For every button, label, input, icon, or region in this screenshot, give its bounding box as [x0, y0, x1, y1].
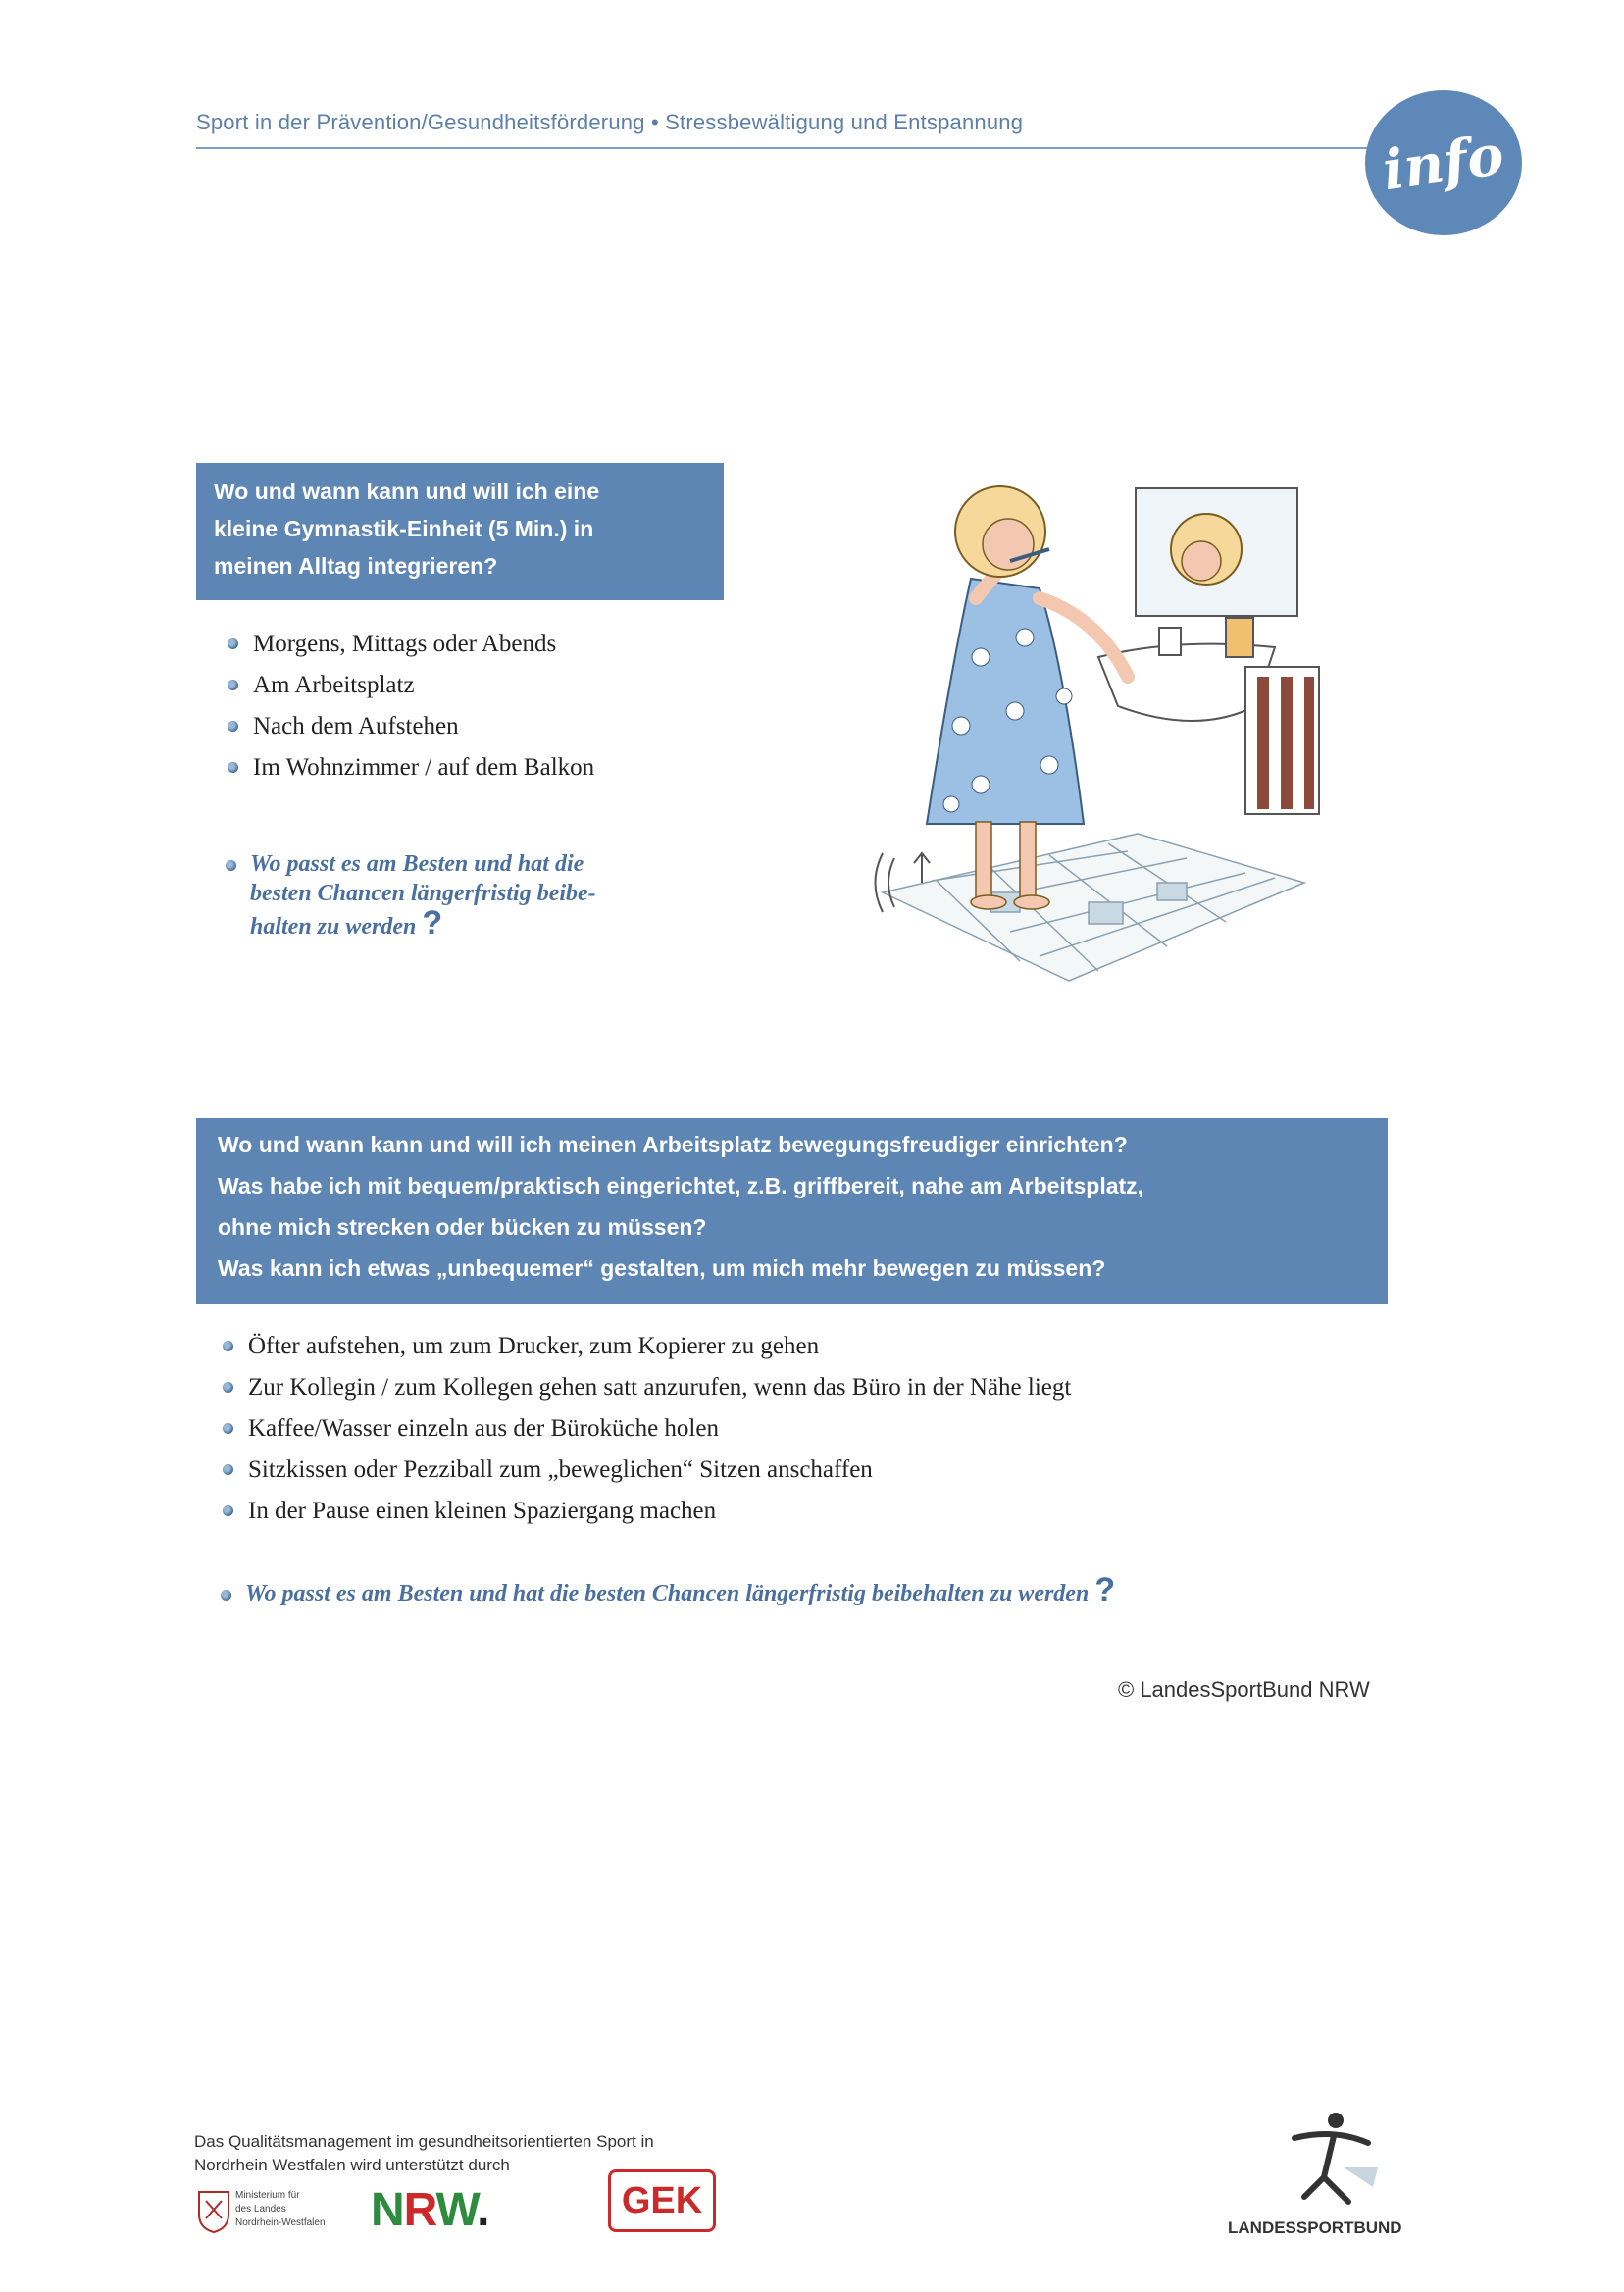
- tip-line: Wo passt es am Besten und hat die: [250, 851, 584, 877]
- question-mark: ?: [1094, 1571, 1116, 1608]
- face: [983, 519, 1034, 570]
- nrw-logo-letter: W: [435, 2184, 478, 2236]
- footer-line: Nordrhein Westfalen wird unterstützt durch: [194, 2156, 510, 2174]
- tip-gymnastics: [226, 849, 736, 942]
- tip-text: Wo passt es am Besten und hat die besten Chancen längerfristig beibehalten zu werden: [245, 1581, 1090, 1606]
- question-box-workplace: [196, 1118, 1388, 1304]
- info-badge-label: info: [1379, 122, 1508, 204]
- list-item: Morgens, Mittags oder Abends: [226, 624, 594, 665]
- nrw-logo-letter: N: [371, 2184, 404, 2236]
- ministry-line: Nordrhein-Westfalen: [235, 2217, 326, 2228]
- tip-line: besten Chancen längerfristig beibe-: [250, 881, 596, 906]
- bullet-icon: [221, 1590, 231, 1601]
- state-crest-icon: [196, 2189, 231, 2234]
- question-line: meinen Alltag integrieren?: [214, 553, 498, 579]
- list-item: Im Wohnzimmer / auf dem Balkon: [226, 747, 594, 789]
- landessportbund-logo-text: LANDESSPORTBUND: [1228, 2218, 1402, 2237]
- cup: [1226, 618, 1253, 657]
- gymnastics-options-list: [226, 624, 594, 789]
- question-mark: ?: [422, 904, 443, 942]
- gek-logo: [608, 2169, 716, 2232]
- footer-line: Das Qualitätsmanagement im gesundheitsorientierten Sport in: [194, 2132, 654, 2151]
- list-item: Am Arbeitsplatz: [226, 665, 594, 706]
- nrw-logo-letter: .: [477, 2184, 489, 2236]
- list-item: Nach dem Aufstehen: [226, 706, 594, 747]
- list-item: Öfter aufstehen, um zum Drucker, zum Kopierer zu gehen: [221, 1326, 1071, 1367]
- list-item: Sitzkissen oder Pezziball zum „beweglichen“ Sitzen anschaffen: [221, 1450, 1071, 1491]
- question-line: kleine Gymnastik-Einheit (5 Min.) in: [214, 516, 594, 541]
- tip-line: halten zu werden: [250, 914, 417, 940]
- floor-tiles: [883, 834, 1304, 981]
- question-line: Was kann ich etwas „unbequemer“ gestalten, um mich mehr bewegen zu müssen?: [218, 1255, 1106, 1281]
- page-header-title: Sport in der Prävention/Gesundheitsförderung • Stressbewältigung und Entspannung: [196, 110, 1024, 134]
- bullet-icon: [226, 860, 236, 871]
- ministry-line: Ministerium für: [235, 2190, 300, 2201]
- tip-workplace: [221, 1571, 1116, 1608]
- nrw-logo: [371, 2183, 488, 2237]
- list-item: In der Pause einen kleinen Spaziergang machen: [221, 1491, 1071, 1532]
- question-line: Wo und wann kann und will ich eine: [214, 479, 600, 504]
- question-line: Wo und wann kann und will ich meinen Arbeitsplatz bewegungsfreudiger einrichten?: [218, 1132, 1128, 1157]
- copyright-notice: © LandesSportBund NRW: [1118, 1677, 1370, 1702]
- footer-support-text: [194, 2130, 654, 2177]
- nrw-logo-letter: R: [403, 2184, 436, 2236]
- header-divider: [196, 147, 1383, 149]
- woman-brushing-teeth-illustration: [843, 471, 1353, 1020]
- gek-logo-text: GEK: [621, 2179, 703, 2221]
- ministry-label: [235, 2189, 326, 2230]
- question-line: Was habe ich mit bequem/praktisch eingerichtet, z.B. griffbereit, nahe am Arbeitsplatz,: [218, 1173, 1144, 1198]
- question-line: ohne mich strecken oder bücken zu müssen?: [218, 1214, 707, 1240]
- info-badge: [1365, 90, 1522, 235]
- nrw-logo-text: [371, 2184, 488, 2236]
- landessportbund-logo-icon: [1275, 2109, 1383, 2207]
- question-box-gymnastics: [196, 463, 724, 600]
- ministry-line: des Landes: [235, 2204, 286, 2215]
- list-item: Kaffee/Wasser einzeln aus der Büroküche holen: [221, 1408, 1071, 1450]
- workplace-options-list: [221, 1326, 1071, 1532]
- list-item: Zur Kollegin / zum Kollegen gehen satt anzurufen, wenn das Büro in der Nähe liegt: [221, 1367, 1071, 1408]
